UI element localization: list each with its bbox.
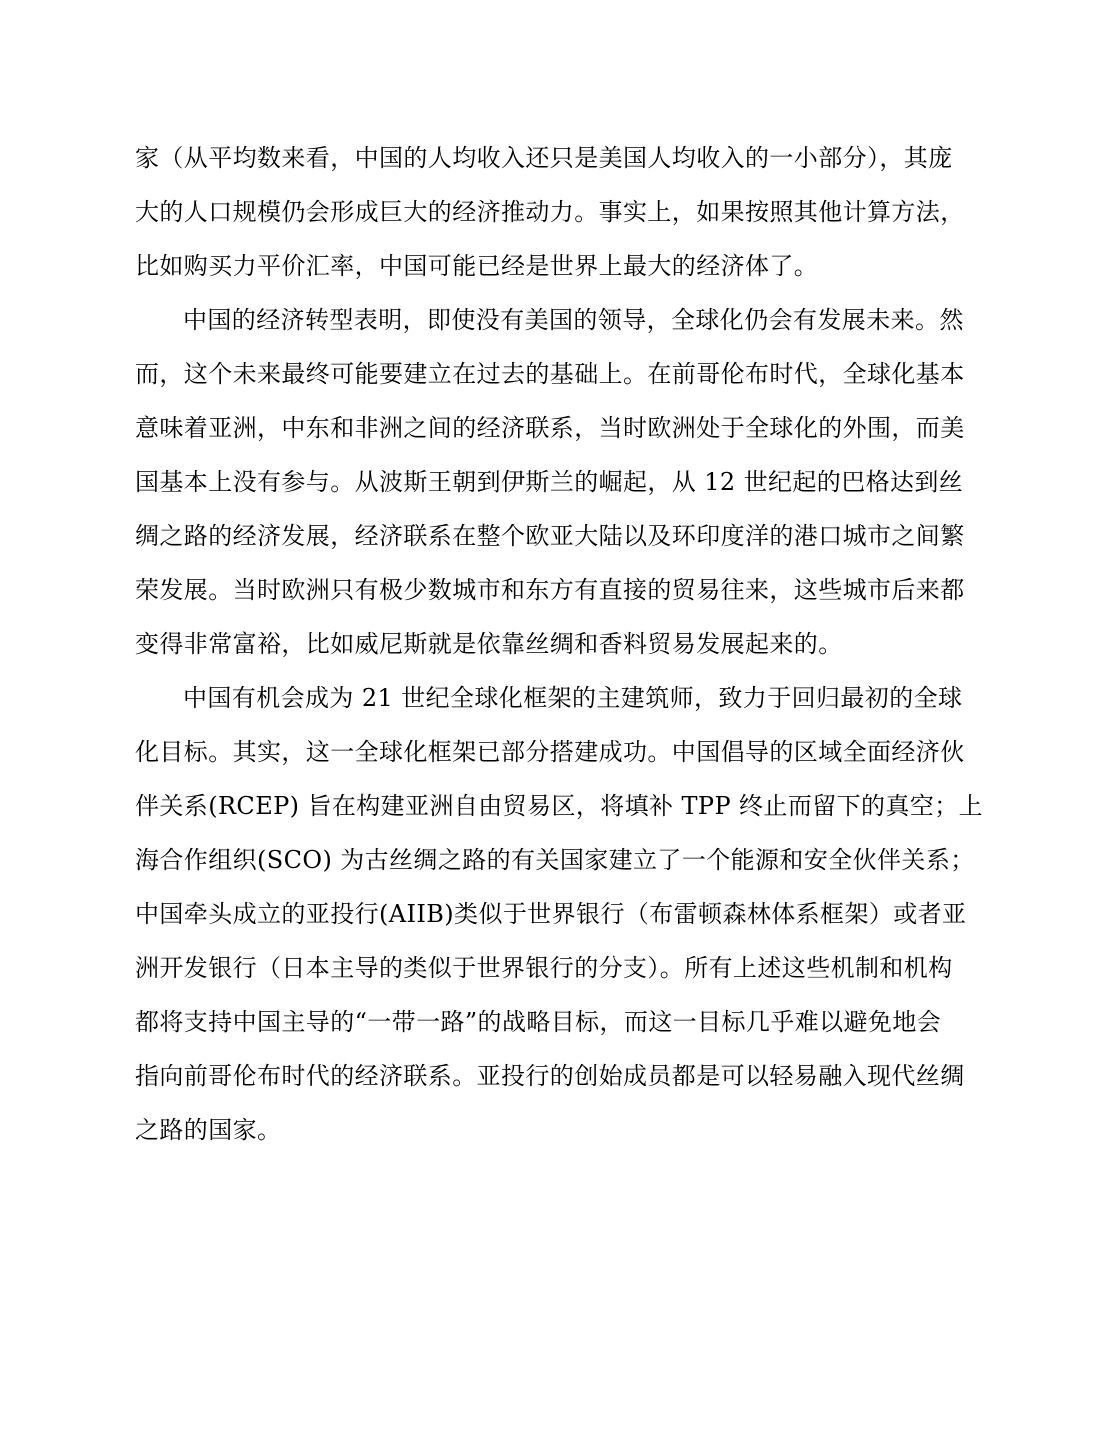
body-text [135,131,987,1157]
text-line: 变得非常富裕，比如威尼斯就是依靠丝绸和香料贸易发展起来的。 [135,630,843,658]
text-line: 中国牵头成立的亚投行(AIIB)类似于世界银行（布雷顿森林体系框架）或者亚 [135,900,967,928]
text-line: 大的人口规模仍会形成巨大的经济推动力。事实上，如果按照其他计算方法， [135,198,965,226]
text-line: 国基本上没有参与。从波斯王朝到伊斯兰的崛起，从 12 世纪起的巴格达到丝 [135,468,964,496]
text-line: 比如购买力平价汇率，中国可能已经是世界上最大的经济体了。 [135,252,819,280]
text-line: 之路的国家。 [135,1116,282,1144]
text-line: 绸之路的经济发展，经济联系在整个欧亚大陆以及环印度洋的港口城市之间繁 [135,522,965,550]
text-line: 伴关系(RCEP) 旨在构建亚洲自由贸易区，将填补 TPP 终止而留下的真空；上 [135,792,984,820]
text-line: 海合作组织(SCO) 为古丝绸之路的有关国家建立了一个能源和安全伙伴关系； [135,846,975,874]
text-line: 都将支持中国主导的“一带一路”的战略目标，而这一目标几乎难以避免地会 [135,1008,942,1036]
text-line: 化目标。其实，这一全球化框架已部分搭建成功。中国倡导的区域全面经济伙 [135,738,965,766]
paragraph-first-line: 中国的经济转型表明，即使没有美国的领导，全球化仍会有发展未来。然 [183,306,964,334]
text-line: 荣发展。当时欧洲只有极少数城市和东方有直接的贸易往来，这些城市后来都 [135,576,965,604]
text-line: 意味着亚洲，中东和非洲之间的经济联系，当时欧洲处于全球化的外围，而美 [135,414,965,442]
text-line: 而，这个未来最终可能要建立在过去的基础上。在前哥伦布时代，全球化基本 [135,360,965,388]
text-line: 洲开发银行（日本主导的类似于世界银行的分支）。所有上述这些机制和机构 [135,954,953,982]
paragraph-first-line: 中国有机会成为 21 世纪全球化框架的主建筑师，致力于回归最初的全球 [183,684,963,712]
text-line: 家（从平均数来看，中国的人均收入还只是美国人均收入的一小部分），其庞 [135,144,953,172]
text-line: 指向前哥伦布时代的经济联系。亚投行的创始成员都是可以轻易融入现代丝绸 [135,1062,965,1090]
